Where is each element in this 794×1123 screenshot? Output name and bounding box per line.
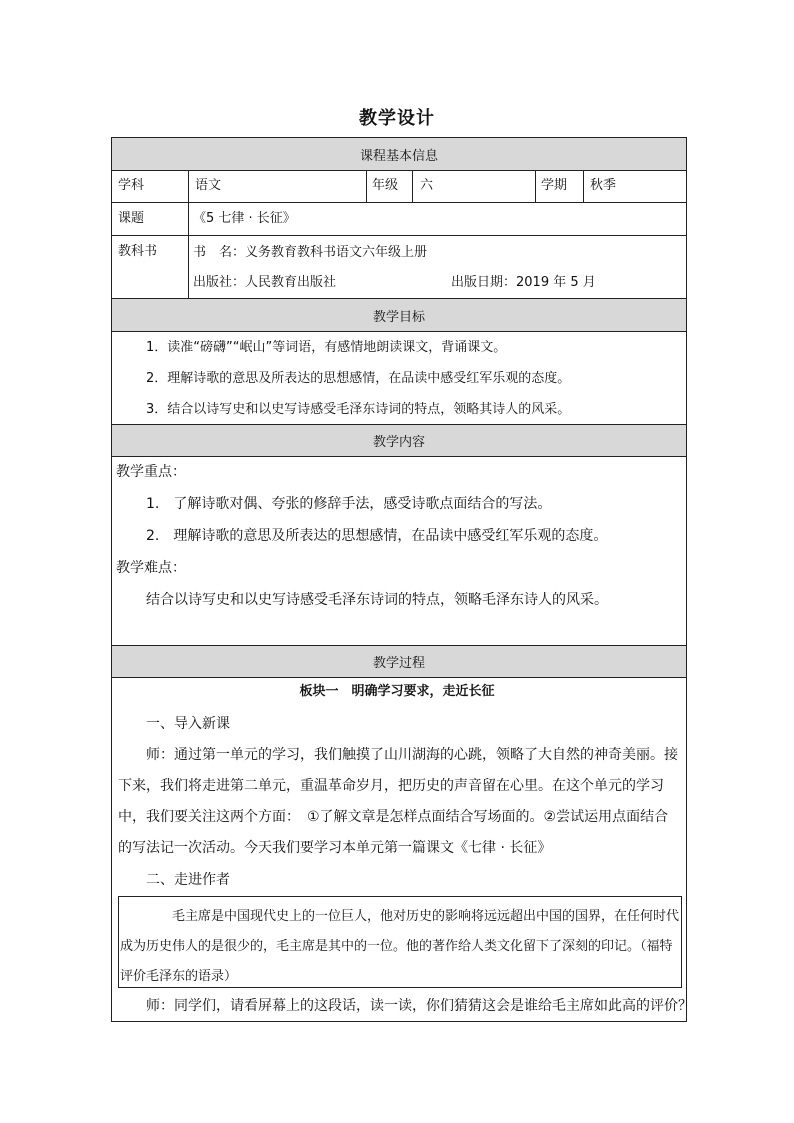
teacher-question: 师：同学们，请看屏幕上的这段话，读一读，你们猜猜这会是谁给毛主席如此高的评价？	[146, 998, 692, 1014]
divider	[111, 456, 687, 457]
difficulty-text: 结合以诗写史和以史写诗感受毛泽东诗词的特点，领略毛泽东诗人的风采。	[146, 592, 608, 608]
divider	[188, 170, 189, 298]
teacher-paragraph: 师：通过第一单元的学习，我们触摸了山川湖海的心跳，领略了大自然的神奇美丽。接下来，我们将走进第二单元，重温革命岁月，把历史的声音留在心里。在这个单元的学习中，我们要关注这两个方面： ①了解文章是怎样点面结合写场面的。②尝试运用点面结合的写法记一次活动。今天我们要学习本单元第一篇课文《七律 · 长征》	[118, 747, 678, 856]
subject-label: 学科	[118, 178, 145, 193]
term-label: 学期	[541, 178, 568, 193]
lesson-value: 《5 七律 · 长征》	[193, 211, 296, 226]
divider	[111, 170, 687, 171]
difficulty-label: 教学难点：	[116, 560, 186, 576]
divider	[412, 170, 413, 202]
divider	[111, 202, 687, 203]
key-points-label: 教学重点：	[116, 464, 186, 480]
basic-info-header: 课程基本信息	[112, 138, 686, 170]
objective-item: 3．结合以诗写史和以史写诗感受毛泽东诗词的特点，领略其诗人的风采。	[146, 402, 571, 417]
process-header: 教学过程	[112, 646, 686, 677]
quote-body: 毛主席是中国现代史上的一位巨人，他对历史的影响将远远超出中国的国界，在任何时代成为历史伟人的是很少的，毛主席是其中的一位。他的著作给人类文化留下了深刻的印记。	[120, 909, 680, 954]
divider	[111, 677, 687, 678]
book-name: 书 名：义务教育教科书语文六年级上册	[193, 245, 428, 260]
divider	[583, 170, 584, 202]
objectives-header: 教学目标	[112, 299, 686, 331]
objective-item: 1．读准“磅礴”“岷山”等词语，有感情地朗读课文，背诵课文。	[146, 340, 507, 355]
divider	[535, 170, 536, 202]
textbook-label: 教科书	[118, 244, 158, 259]
section-author: 二、走进作者	[146, 872, 230, 888]
grade-label: 年级	[372, 178, 399, 193]
divider	[366, 170, 367, 202]
section-intro: 一、导入新课	[146, 716, 230, 732]
key-point-item: 1. 了解诗歌对偶、夸张的修辞手法，感受诗歌点面结合的写法。	[146, 496, 552, 512]
term-value: 秋季	[590, 178, 617, 193]
grade-value: 六	[420, 178, 434, 193]
page-title: 教学设计	[359, 108, 435, 129]
publish-date: 出版日期：2019 年 5 月	[451, 275, 596, 290]
key-point-item: 2. 理解诗歌的意思及所表达的思想感情，在品读中感受红军乐观的态度。	[146, 528, 608, 544]
divider	[111, 331, 687, 332]
quote-source: （福特评价毛泽东的语录）	[120, 939, 673, 984]
lesson-label: 课题	[118, 211, 145, 226]
subject-value: 语文	[195, 178, 222, 193]
divider	[111, 235, 687, 236]
publisher: 出版社：人民教育出版社	[193, 275, 337, 290]
objective-item: 2．理解诗歌的意思及所表达的思想感情，在品读中感受红军乐观的态度。	[146, 371, 571, 386]
content-header: 教学内容	[112, 425, 686, 456]
block-title: 板块一 明确学习要求，走近长征	[299, 684, 495, 699]
quote-text	[120, 902, 680, 992]
